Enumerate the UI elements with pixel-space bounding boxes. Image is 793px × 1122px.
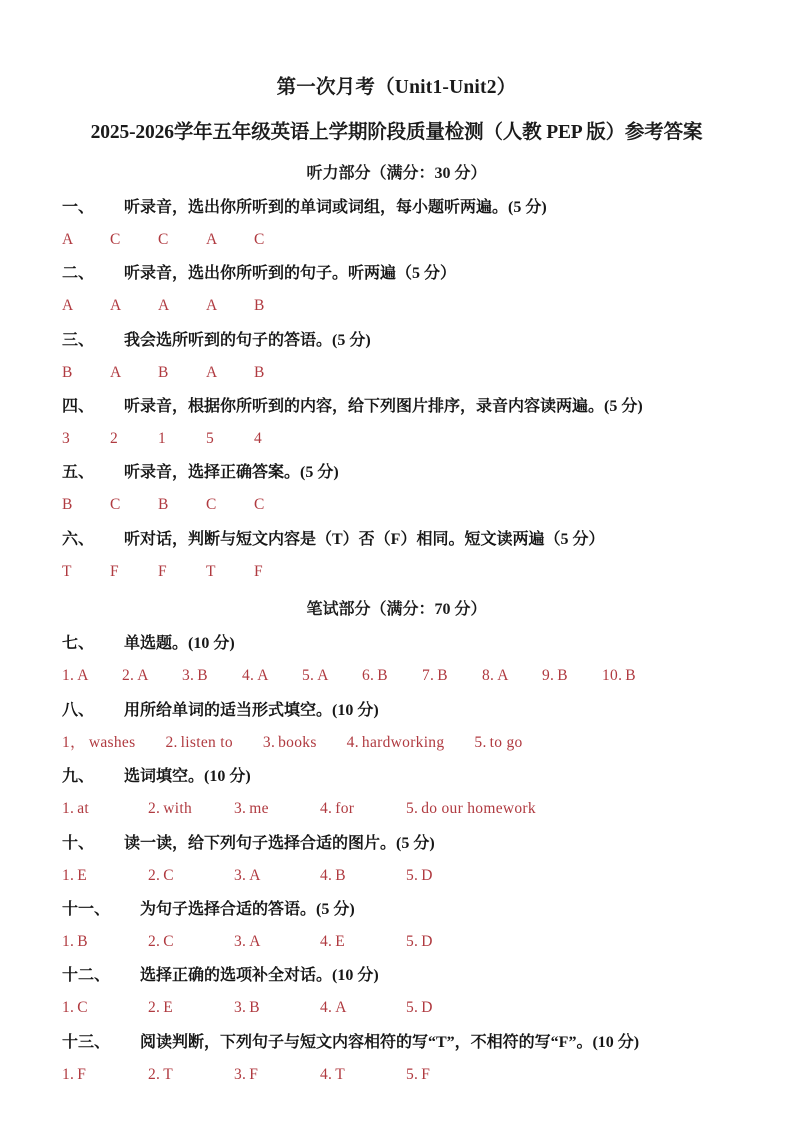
answer-item: 4 <box>254 430 263 448</box>
answer-index: 4. <box>320 999 333 1017</box>
answer-row <box>62 417 731 448</box>
answer-item: A <box>158 297 170 315</box>
answer-item: B <box>254 363 265 381</box>
answer-index: 10. <box>602 667 623 685</box>
answer-value: D <box>421 866 433 884</box>
answer-index: 2. <box>165 733 178 751</box>
answer-value: C <box>163 866 174 884</box>
answer-value: B <box>437 667 448 685</box>
answer-index: 2. <box>148 999 161 1017</box>
answer-index: 3. <box>234 932 247 950</box>
answer-value: books <box>278 733 317 751</box>
answer-item: A <box>206 230 218 248</box>
answer-index: 2. <box>122 667 135 685</box>
question-section <box>62 885 731 951</box>
answer-index: 4. <box>346 733 359 751</box>
written-sections <box>62 619 731 1084</box>
answer-item <box>406 1065 492 1084</box>
answer-item: 5 <box>206 430 215 448</box>
answer-value: B <box>197 667 208 685</box>
answer-item <box>320 932 406 951</box>
answer-row <box>62 721 731 752</box>
answer-index: 1， <box>62 733 86 751</box>
answer-item: B <box>254 297 265 315</box>
answer-item: C <box>110 230 121 248</box>
question-section <box>62 515 731 581</box>
answer-item <box>406 799 550 818</box>
answer-item: A <box>110 363 122 381</box>
answer-item <box>320 866 406 885</box>
answer-value: C <box>163 932 174 950</box>
answer-index: 4. <box>320 932 333 950</box>
answer-value: hardworking <box>361 733 445 751</box>
question-number: 七、 <box>62 635 95 653</box>
answer-item <box>406 866 492 885</box>
answer-value: to go <box>489 733 523 751</box>
answer-item: B <box>62 363 73 381</box>
answer-value: at <box>77 800 90 818</box>
answer-index: 4. <box>320 866 333 884</box>
question-section <box>62 448 731 514</box>
answer-item <box>320 799 406 818</box>
question-heading <box>62 397 731 417</box>
answer-item <box>148 998 234 1017</box>
answer-item <box>234 866 320 885</box>
answer-value: for <box>335 800 355 818</box>
answer-value: A <box>335 999 347 1017</box>
answer-item <box>62 998 148 1017</box>
answer-item: T <box>206 562 216 580</box>
answer-item <box>62 932 148 951</box>
answer-row <box>62 550 731 581</box>
answer-item: B <box>158 363 169 381</box>
answer-item: B <box>62 496 73 514</box>
answer-index: 1. <box>62 999 75 1017</box>
answer-row <box>62 854 731 885</box>
answer-item <box>406 932 492 951</box>
answer-item: C <box>158 230 169 248</box>
question-text: 用所给单词的适当形式填空。(10 分) <box>124 701 379 719</box>
answer-value: T <box>335 1065 346 1083</box>
answer-value: B <box>249 999 260 1017</box>
answer-index: 3. <box>262 733 276 751</box>
answer-row <box>62 654 731 685</box>
question-number: 八、 <box>62 701 95 719</box>
question-text: 我会选所听到的句子的答语。(5 分) <box>124 331 371 349</box>
answer-item <box>302 666 362 685</box>
answer-item <box>148 799 234 818</box>
question-heading <box>62 198 731 218</box>
question-number: 十三、 <box>62 1033 111 1051</box>
question-heading <box>62 900 731 920</box>
question-section <box>62 316 731 382</box>
answer-index: 2. <box>148 866 161 884</box>
question-section <box>62 686 731 752</box>
answer-item <box>234 799 320 818</box>
answer-item: A <box>62 297 74 315</box>
question-section <box>62 752 731 818</box>
answer-index: 3. <box>234 866 247 884</box>
question-heading <box>62 834 731 854</box>
answer-item <box>234 932 320 951</box>
answer-value: F <box>249 1065 259 1083</box>
answer-item <box>347 733 475 752</box>
answer-item: A <box>62 230 74 248</box>
answer-index: 5. <box>302 667 315 685</box>
answer-index: 3. <box>234 999 247 1017</box>
question-heading <box>62 701 731 721</box>
answer-value: E <box>335 932 346 950</box>
question-number: 四、 <box>62 398 95 416</box>
answer-item <box>62 733 165 752</box>
answer-index: 1. <box>62 800 75 818</box>
answer-index: 5. <box>406 866 419 884</box>
question-section <box>62 951 731 1017</box>
answer-value: B <box>625 667 636 685</box>
answer-index: 1. <box>62 667 75 685</box>
answer-value: E <box>77 866 88 884</box>
answer-value: F <box>421 1065 431 1083</box>
answer-item: 2 <box>110 430 119 448</box>
answer-value: washes <box>88 733 136 751</box>
question-text: 听录音，根据你所听到的内容，给下列图片排序，录音内容读两遍。(5 分) <box>124 398 643 416</box>
answer-item <box>62 1065 148 1084</box>
question-text: 选择正确的选项补全对话。(10 分) <box>140 967 379 985</box>
question-number: 十、 <box>62 834 95 852</box>
answer-item: T <box>62 562 72 580</box>
answer-row <box>62 483 731 514</box>
answer-index: 5. <box>406 800 419 818</box>
answer-index: 2. <box>148 800 161 818</box>
answer-index: 9. <box>542 667 555 685</box>
answer-value: D <box>421 999 433 1017</box>
question-number: 一、 <box>62 198 95 216</box>
answer-item <box>406 998 492 1017</box>
question-section <box>62 249 731 315</box>
answer-index: 3. <box>234 1065 247 1083</box>
question-heading <box>62 264 731 284</box>
answer-item: C <box>254 496 265 514</box>
question-number: 十二、 <box>62 967 111 985</box>
answer-index: 5. <box>406 932 419 950</box>
answer-value: A <box>77 667 89 685</box>
answer-row <box>62 986 731 1017</box>
answer-index: 2. <box>148 932 161 950</box>
answer-item: C <box>206 496 217 514</box>
answer-row <box>62 284 731 315</box>
answer-index: 5. <box>474 733 487 751</box>
answer-index: 3. <box>182 667 195 685</box>
answer-value: A <box>497 667 509 685</box>
question-text: 为句子选择合适的答语。(5 分) <box>140 900 355 918</box>
answer-item <box>422 666 482 685</box>
answer-item: 3 <box>62 430 71 448</box>
answer-value: B <box>377 667 388 685</box>
answer-item <box>122 666 182 685</box>
answer-index: 5. <box>406 999 419 1017</box>
answer-value: A <box>257 667 269 685</box>
answer-item: C <box>110 496 121 514</box>
answer-value: A <box>249 866 261 884</box>
question-text: 阅读判断，下列句子与短文内容相符的写“T”，不相符的写“F”。(10 分) <box>140 1033 640 1051</box>
question-heading <box>62 634 731 654</box>
answer-value: B <box>557 667 568 685</box>
answer-item <box>242 666 302 685</box>
question-heading <box>62 767 731 787</box>
answer-index: 4. <box>242 667 255 685</box>
answer-item <box>320 1065 406 1084</box>
answer-item <box>62 666 122 685</box>
answer-row <box>62 787 731 818</box>
answer-item: 1 <box>158 430 167 448</box>
listening-part-heading: 听力部分（满分：30 分） <box>306 164 487 182</box>
answer-item <box>320 998 406 1017</box>
question-section <box>62 819 731 885</box>
question-number: 三、 <box>62 331 95 349</box>
answer-row <box>62 920 731 951</box>
answer-value: me <box>249 800 269 818</box>
question-section <box>62 1018 731 1084</box>
page-title-subtitle: 2025-2026学年五年级英语上学期阶段质量检测（人教 PEP 版）参考答案 <box>90 122 703 144</box>
question-section <box>62 183 731 249</box>
answer-value: F <box>77 1065 87 1083</box>
answer-value: A <box>137 667 149 685</box>
question-number: 九、 <box>62 768 95 786</box>
answer-item <box>362 666 422 685</box>
question-number: 六、 <box>62 530 95 548</box>
answer-item: A <box>206 297 218 315</box>
answer-item <box>148 932 234 951</box>
answer-index: 6. <box>362 667 375 685</box>
answer-item: F <box>158 562 167 580</box>
question-number: 二、 <box>62 265 95 283</box>
answer-value: do our homework <box>421 800 536 818</box>
question-text: 听录音，选出你所听到的句子。听两遍（5 分） <box>124 265 457 283</box>
answer-item <box>148 1065 234 1084</box>
answer-item <box>474 733 522 752</box>
question-text: 听对话，判断与短文内容是（T）否（F）相同。短文读两遍（5 分） <box>124 530 605 548</box>
answer-item <box>234 998 320 1017</box>
answer-value: with <box>163 800 192 818</box>
answer-index: 4. <box>320 800 333 818</box>
answer-value: A <box>249 932 261 950</box>
answer-index: 4. <box>320 1065 333 1083</box>
answer-value: B <box>77 932 88 950</box>
question-number: 十一、 <box>62 900 111 918</box>
listening-sections <box>62 183 731 581</box>
answer-value: listen to <box>180 733 233 751</box>
answer-item: A <box>206 363 218 381</box>
question-heading <box>62 331 731 351</box>
answer-item: F <box>110 562 119 580</box>
answer-item <box>602 666 662 685</box>
page-title-main: 第一次月考（Unit1-Unit2） <box>276 77 517 98</box>
question-section <box>62 619 731 685</box>
answer-row <box>62 1053 731 1084</box>
question-text: 单选题。(10 分) <box>124 635 235 653</box>
answer-item: B <box>158 496 169 514</box>
answer-item <box>542 666 602 685</box>
question-number: 五、 <box>62 464 95 482</box>
answer-index: 7. <box>422 667 435 685</box>
question-heading <box>62 1033 731 1053</box>
question-text: 听录音，选择正确答案。(5 分) <box>124 464 339 482</box>
written-part-heading: 笔试部分（满分：70 分） <box>306 601 487 619</box>
question-text: 选词填空。(10 分) <box>124 768 251 786</box>
answer-value: T <box>163 1065 174 1083</box>
answer-item: F <box>254 562 263 580</box>
answer-value: B <box>335 866 346 884</box>
answer-item <box>62 866 148 885</box>
answer-row <box>62 351 731 382</box>
question-heading <box>62 530 731 550</box>
answer-item <box>234 1065 320 1084</box>
answer-item <box>263 733 347 752</box>
answer-index: 8. <box>482 667 495 685</box>
question-text: 听录音，选出你所听到的单词或词组，每小题听两遍。(5 分) <box>124 198 547 216</box>
answer-index: 1. <box>62 1065 75 1083</box>
answer-value: A <box>317 667 329 685</box>
answer-index: 3. <box>234 800 247 818</box>
question-text: 读一读，给下列句子选择合适的图片。(5 分) <box>124 834 435 852</box>
answer-value: D <box>421 932 433 950</box>
question-heading <box>62 966 731 986</box>
question-section <box>62 382 731 448</box>
answer-item <box>148 866 234 885</box>
answer-value: E <box>163 999 174 1017</box>
answer-item <box>165 733 262 752</box>
answer-item <box>62 799 148 818</box>
answer-item <box>182 666 242 685</box>
answer-index: 1. <box>62 932 75 950</box>
answer-index: 5. <box>406 1065 419 1083</box>
answer-index: 2. <box>148 1065 161 1083</box>
answer-item <box>482 666 542 685</box>
answer-item: A <box>110 297 122 315</box>
answer-item: C <box>254 230 265 248</box>
answer-value: C <box>77 999 88 1017</box>
answer-index: 1. <box>62 866 75 884</box>
question-heading <box>62 463 731 483</box>
answer-row <box>62 218 731 249</box>
